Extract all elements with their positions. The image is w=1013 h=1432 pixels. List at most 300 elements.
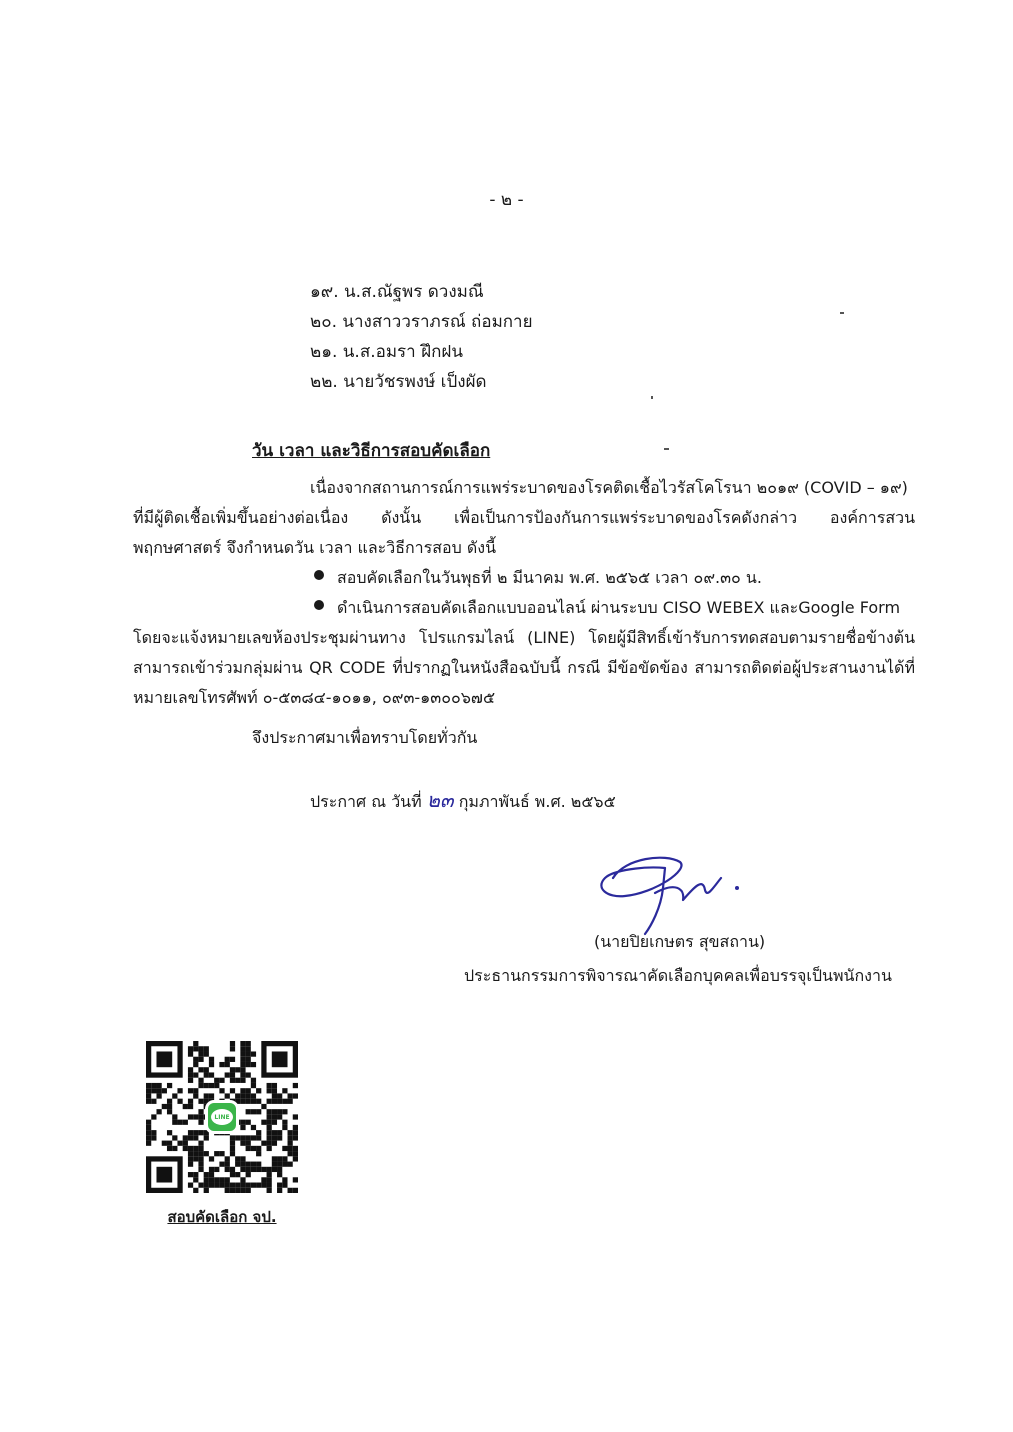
line-badge-label: LINE	[211, 1109, 233, 1125]
page-number: - ๒ -	[489, 190, 524, 210]
qr-module	[193, 1188, 198, 1193]
qr-module	[188, 1046, 193, 1051]
bullet-exam-method-line-2: โดยจะแจ้งหมายเลขห้องประชุมผ่านทาง โปรแกรมไลน์ (LINE) โดยผู้มีสิทธิ์เข้ารับการทดสอบตามรายชื่อข้างต้น	[133, 628, 915, 647]
qr-module	[188, 1099, 193, 1104]
qr-module	[272, 1099, 277, 1104]
qr-module	[177, 1099, 182, 1104]
qr-module	[204, 1172, 209, 1177]
qr-module	[261, 1183, 266, 1188]
qr-module	[261, 1141, 266, 1146]
qr-module	[240, 1046, 245, 1051]
qr-module	[188, 1156, 193, 1161]
qr-module	[256, 1146, 261, 1151]
qr-module	[198, 1109, 203, 1114]
candidate-name: ๒๐. นางสาววราภรณ์ ถ่อมกาย	[310, 312, 533, 332]
qr-module	[240, 1072, 245, 1077]
qr-module	[230, 1046, 235, 1051]
qr-module	[193, 1046, 198, 1051]
qr-module	[209, 1057, 214, 1062]
qr-module	[240, 1099, 245, 1104]
qr-module	[288, 1141, 293, 1146]
qr-module	[282, 1156, 287, 1161]
bullet-dot	[314, 600, 324, 610]
qr-module	[151, 1135, 156, 1140]
qr-module	[193, 1072, 198, 1077]
qr-module	[277, 1167, 282, 1172]
qr-module	[240, 1135, 245, 1140]
qr-module	[188, 1067, 193, 1072]
qr-module	[219, 1088, 224, 1093]
closing-statement: จึงประกาศมาเพื่อทราบโดยทั่วกัน	[252, 728, 478, 747]
qr-module	[151, 1099, 156, 1104]
handwritten-day: ๒๓	[426, 788, 454, 812]
qr-module	[288, 1188, 293, 1193]
qr-module	[246, 1135, 251, 1140]
qr-module	[293, 1156, 298, 1161]
qr-module	[230, 1067, 235, 1072]
qr-module	[146, 1099, 151, 1104]
qr-module	[230, 1167, 235, 1172]
qr-module	[256, 1183, 261, 1188]
qr-module	[277, 1109, 282, 1114]
qr-module	[267, 1146, 272, 1151]
qr-module	[272, 1083, 277, 1088]
qr-module	[230, 1135, 235, 1140]
qr-module	[240, 1183, 245, 1188]
qr-module	[272, 1120, 277, 1125]
qr-module	[251, 1078, 256, 1083]
qr-module	[198, 1151, 203, 1156]
qr-module	[293, 1146, 298, 1151]
qr-module	[272, 1141, 277, 1146]
qr-module	[240, 1125, 245, 1130]
qr-module	[246, 1141, 251, 1146]
qr-module	[293, 1114, 298, 1119]
qr-module	[293, 1188, 298, 1193]
qr-module	[188, 1078, 193, 1083]
qr-module	[198, 1114, 203, 1119]
qr-module	[188, 1104, 193, 1109]
qr-module	[288, 1130, 293, 1135]
qr-module	[256, 1099, 261, 1104]
qr-module	[193, 1041, 198, 1046]
qr-module	[256, 1167, 261, 1172]
qr-module	[267, 1114, 272, 1119]
qr-module	[251, 1135, 256, 1140]
qr-module	[246, 1057, 251, 1062]
qr-module	[282, 1125, 287, 1130]
qr-module	[240, 1162, 245, 1167]
qr-module	[167, 1109, 172, 1114]
intro-line-2: ที่มีผู้ติดเชื้อเพิ่มขึ้นอย่างต่อเนื่อง ดังนั้น เพื่อเป็นการป้องกันการแพร่ระบาดของโรคดังกล่าว องค์การสวน	[133, 508, 915, 527]
qr-module	[246, 1109, 251, 1114]
qr-module	[288, 1135, 293, 1140]
qr-module	[277, 1114, 282, 1119]
qr-module	[188, 1088, 193, 1093]
qr-module	[230, 1041, 235, 1046]
qr-module	[225, 1062, 230, 1067]
qr-module	[246, 1183, 251, 1188]
qr-module	[272, 1167, 277, 1172]
qr-module	[288, 1099, 293, 1104]
qr-module	[272, 1114, 277, 1119]
announce-suffix: กุมภาพันธ์ พ.ศ. ๒๕๖๕	[458, 792, 616, 811]
announcement-date	[310, 784, 616, 816]
qr-module	[172, 1135, 177, 1140]
bullet-dot	[314, 570, 324, 580]
qr-module	[230, 1088, 235, 1093]
qr-module	[235, 1172, 240, 1177]
scan-speck	[840, 312, 844, 314]
qr-module	[256, 1109, 261, 1114]
qr-module	[267, 1167, 272, 1172]
qr-module	[198, 1167, 203, 1172]
qr-module	[193, 1062, 198, 1067]
qr-module	[146, 1120, 151, 1125]
qr-module	[156, 1088, 161, 1093]
qr-module	[240, 1120, 245, 1125]
qr-module	[267, 1172, 272, 1177]
qr-module	[167, 1104, 172, 1109]
qr-module	[240, 1078, 245, 1083]
qr-module	[282, 1162, 287, 1167]
qr-module	[172, 1093, 177, 1098]
qr-module	[230, 1151, 235, 1156]
qr-module	[198, 1183, 203, 1188]
qr-module	[193, 1088, 198, 1093]
qr-module	[267, 1109, 272, 1114]
qr-module	[230, 1172, 235, 1177]
qr-module	[251, 1062, 256, 1067]
qr-module	[293, 1093, 298, 1098]
qr-module	[193, 1146, 198, 1151]
qr-module	[198, 1057, 203, 1062]
qr-module	[204, 1177, 209, 1182]
qr-module	[282, 1177, 287, 1182]
qr-module	[204, 1183, 209, 1188]
qr-module	[167, 1083, 172, 1088]
qr-module	[251, 1093, 256, 1098]
qr-module	[230, 1188, 235, 1193]
qr-module	[230, 1141, 235, 1146]
qr-module	[204, 1046, 209, 1051]
qr-module	[146, 1141, 151, 1146]
qr-module	[282, 1120, 287, 1125]
qr-module	[235, 1093, 240, 1098]
qr-module	[240, 1188, 245, 1193]
qr-module	[272, 1088, 277, 1093]
qr-module	[246, 1046, 251, 1051]
qr-module	[183, 1104, 188, 1109]
qr-module	[272, 1109, 277, 1114]
qr-module	[204, 1151, 209, 1156]
qr-module	[251, 1125, 256, 1130]
qr-module	[277, 1093, 282, 1098]
qr-module	[261, 1104, 266, 1109]
qr-module	[198, 1141, 203, 1146]
qr-module	[277, 1162, 282, 1167]
qr-module	[267, 1141, 272, 1146]
qr-module	[188, 1183, 193, 1188]
qr-module	[230, 1183, 235, 1188]
qr-module	[225, 1093, 230, 1098]
qr-module	[225, 1177, 230, 1182]
qr-module	[267, 1183, 272, 1188]
qr-module	[277, 1172, 282, 1177]
qr-module	[177, 1120, 182, 1125]
qr-module	[214, 1167, 219, 1172]
qr-module	[188, 1114, 193, 1119]
qr-module	[183, 1141, 188, 1146]
qr-module	[209, 1177, 214, 1182]
qr-module	[293, 1135, 298, 1140]
qr-module	[151, 1088, 156, 1093]
qr-module	[293, 1130, 298, 1135]
qr-module	[235, 1078, 240, 1083]
qr-module	[246, 1120, 251, 1125]
qr-module	[188, 1151, 193, 1156]
qr-module	[267, 1188, 272, 1193]
qr-caption: สอบคัดเลือก จป.	[167, 1208, 277, 1226]
qr-module	[193, 1135, 198, 1140]
qr-module	[251, 1167, 256, 1172]
qr-module	[204, 1072, 209, 1077]
qr-module	[151, 1130, 156, 1135]
qr-module	[251, 1183, 256, 1188]
qr-module	[219, 1177, 224, 1182]
qr-module	[235, 1183, 240, 1188]
qr-module	[288, 1093, 293, 1098]
qr-module	[188, 1072, 193, 1077]
qr-module	[267, 1130, 272, 1135]
qr-module	[219, 1078, 224, 1083]
qr-module	[209, 1172, 214, 1177]
section-heading: วัน เวลา และวิธีการสอบคัดเลือก	[252, 441, 491, 461]
qr-module	[256, 1135, 261, 1140]
qr-module	[246, 1167, 251, 1172]
qr-module	[156, 1109, 161, 1114]
qr-module	[251, 1162, 256, 1167]
qr-module	[146, 1083, 151, 1088]
qr-module	[246, 1162, 251, 1167]
qr-module	[198, 1120, 203, 1125]
qr-module	[240, 1167, 245, 1172]
qr-module	[267, 1120, 272, 1125]
qr-module	[219, 1162, 224, 1167]
qr-module	[246, 1072, 251, 1077]
qr-module	[225, 1072, 230, 1077]
qr-module	[214, 1177, 219, 1182]
signatory-position: ประธานกรรมการพิจารณาคัดเลือกบุคคลเพื่อบรรจุเป็นพนักงาน	[464, 966, 892, 985]
qr-module	[235, 1156, 240, 1161]
qr-module	[198, 1162, 203, 1167]
qr-module	[251, 1109, 256, 1114]
qr-module	[193, 1057, 198, 1062]
qr-module	[198, 1130, 203, 1135]
qr-module	[230, 1057, 235, 1062]
scan-speck	[664, 448, 669, 450]
intro-line-3: พฤกษศาสตร์ จึงกำหนดวัน เวลา และวิธีการสอบ ดังนี้	[133, 538, 496, 557]
qr-module	[209, 1062, 214, 1067]
qr-module	[277, 1099, 282, 1104]
qr-module	[204, 1093, 209, 1098]
qr-module	[246, 1146, 251, 1151]
qr-module	[225, 1167, 230, 1172]
qr-module	[256, 1162, 261, 1167]
qr-module	[277, 1135, 282, 1140]
qr-module	[272, 1156, 277, 1161]
qr-module	[198, 1099, 203, 1104]
qr-module	[235, 1067, 240, 1072]
qr-module	[267, 1099, 272, 1104]
qr-module	[156, 1093, 161, 1098]
qr-module	[214, 1083, 219, 1088]
qr-module	[167, 1146, 172, 1151]
qr-module	[267, 1177, 272, 1182]
qr-module	[162, 1088, 167, 1093]
qr-module	[188, 1146, 193, 1151]
qr-module	[272, 1162, 277, 1167]
qr-module	[188, 1162, 193, 1167]
handwritten-signature	[585, 848, 755, 938]
qr-module	[198, 1156, 203, 1161]
qr-module	[198, 1083, 203, 1088]
qr-module	[240, 1093, 245, 1098]
qr-module	[167, 1130, 172, 1135]
qr-module	[204, 1051, 209, 1056]
qr-module	[146, 1125, 151, 1130]
qr-module	[204, 1135, 209, 1140]
qr-module	[177, 1088, 182, 1093]
qr-module	[225, 1183, 230, 1188]
qr-module	[256, 1130, 261, 1135]
qr-module	[293, 1083, 298, 1088]
qr-module	[193, 1172, 198, 1177]
qr-module	[193, 1093, 198, 1098]
qr-module	[277, 1188, 282, 1193]
qr-module	[146, 1130, 151, 1135]
qr-module	[282, 1146, 287, 1151]
qr-module	[288, 1146, 293, 1151]
qr-module	[261, 1177, 266, 1182]
qr-module	[240, 1041, 245, 1046]
qr-module	[172, 1120, 177, 1125]
qr-module	[240, 1062, 245, 1067]
qr-module	[235, 1135, 240, 1140]
scan-speck	[651, 396, 653, 399]
qr-module	[261, 1167, 266, 1172]
qr-module	[209, 1167, 214, 1172]
qr-module	[198, 1146, 203, 1151]
qr-module	[288, 1151, 293, 1156]
bullet-exam-method-line-3: สามารถเข้าร่วมกลุ่มผ่าน QR CODE ที่ปรากฏในหนังสือฉบับนี้ กรณี มีข้อขัดข้อง สามารถติดต่อผู้ประสานงานได้ที่	[133, 658, 915, 677]
qr-module	[293, 1177, 298, 1182]
qr-module	[256, 1151, 261, 1156]
qr-module	[204, 1188, 209, 1193]
qr-module	[188, 1130, 193, 1135]
qr-module	[246, 1172, 251, 1177]
qr-module	[172, 1114, 177, 1119]
intro-line-1: เนื่องจากสถานการณ์การแพร่ระบาดของโรคติดเชื้อไวรัสโคโรนา ๒๐๑๙ (COVID – ๑๙)	[310, 478, 908, 497]
qr-module	[219, 1062, 224, 1067]
qr-module	[251, 1083, 256, 1088]
bullet-exam-date: สอบคัดเลือกในวันพุธที่ ๒ มีนาคม พ.ศ. ๒๕๖๕ เวลา ๐๙.๓๐ น.	[337, 568, 762, 587]
qr-module	[246, 1062, 251, 1067]
qr-module	[209, 1072, 214, 1077]
qr-module	[240, 1088, 245, 1093]
qr-module	[267, 1135, 272, 1140]
qr-module	[246, 1093, 251, 1098]
qr-module	[183, 1135, 188, 1140]
qr-module	[188, 1051, 193, 1056]
qr-module	[246, 1051, 251, 1056]
qr-module	[272, 1135, 277, 1140]
qr-module	[251, 1146, 256, 1151]
qr-module	[146, 1093, 151, 1098]
qr-module	[193, 1130, 198, 1135]
qr-module	[235, 1162, 240, 1167]
qr-module	[204, 1067, 209, 1072]
qr-module	[256, 1088, 261, 1093]
qr-module	[246, 1088, 251, 1093]
qr-module	[209, 1183, 214, 1188]
qr-module	[240, 1156, 245, 1161]
qr-module	[246, 1188, 251, 1193]
qr-module	[209, 1083, 214, 1088]
qr-module	[167, 1141, 172, 1146]
qr-module	[230, 1072, 235, 1077]
qr-module	[230, 1078, 235, 1083]
qr-module	[267, 1083, 272, 1088]
qr-module	[272, 1130, 277, 1135]
qr-module	[240, 1051, 245, 1056]
qr-module	[282, 1088, 287, 1093]
qr-module	[198, 1067, 203, 1072]
qr-module	[225, 1162, 230, 1167]
signatory-name: (นายปิยเกษตร สุขสถาน)	[594, 932, 766, 951]
qr-module	[214, 1151, 219, 1156]
qr-module	[146, 1135, 151, 1140]
qr-module	[209, 1093, 214, 1098]
qr-module	[162, 1141, 167, 1146]
qr-module	[193, 1156, 198, 1161]
qr-module	[156, 1167, 172, 1183]
qr-module	[177, 1141, 182, 1146]
qr-module	[193, 1114, 198, 1119]
qr-module	[251, 1099, 256, 1104]
qr-module	[188, 1135, 193, 1140]
candidate-name: ๒๒. นายวัชรพงษ์ เป็งผัด	[310, 372, 487, 392]
qr-module	[293, 1151, 298, 1156]
qr-module	[204, 1083, 209, 1088]
qr-module	[272, 1093, 277, 1098]
qr-module	[209, 1156, 214, 1161]
qr-module	[267, 1088, 272, 1093]
qr-module	[230, 1146, 235, 1151]
qr-module	[240, 1057, 245, 1062]
announce-prefix: ประกาศ ณ วันที่	[310, 792, 422, 811]
qr-module	[240, 1141, 245, 1146]
qr-module	[240, 1067, 245, 1072]
bullet-exam-method-line-1: ดำเนินการสอบคัดเลือกแบบออนไลน์ ผ่านระบบ CISO WEBEX และGoogle Form	[337, 598, 901, 617]
qr-module	[225, 1188, 230, 1193]
qr-module	[282, 1109, 287, 1114]
qr-module	[219, 1151, 224, 1156]
qr-module	[162, 1104, 167, 1109]
qr-module	[277, 1183, 282, 1188]
qr-module	[277, 1130, 282, 1135]
qr-module	[198, 1051, 203, 1056]
